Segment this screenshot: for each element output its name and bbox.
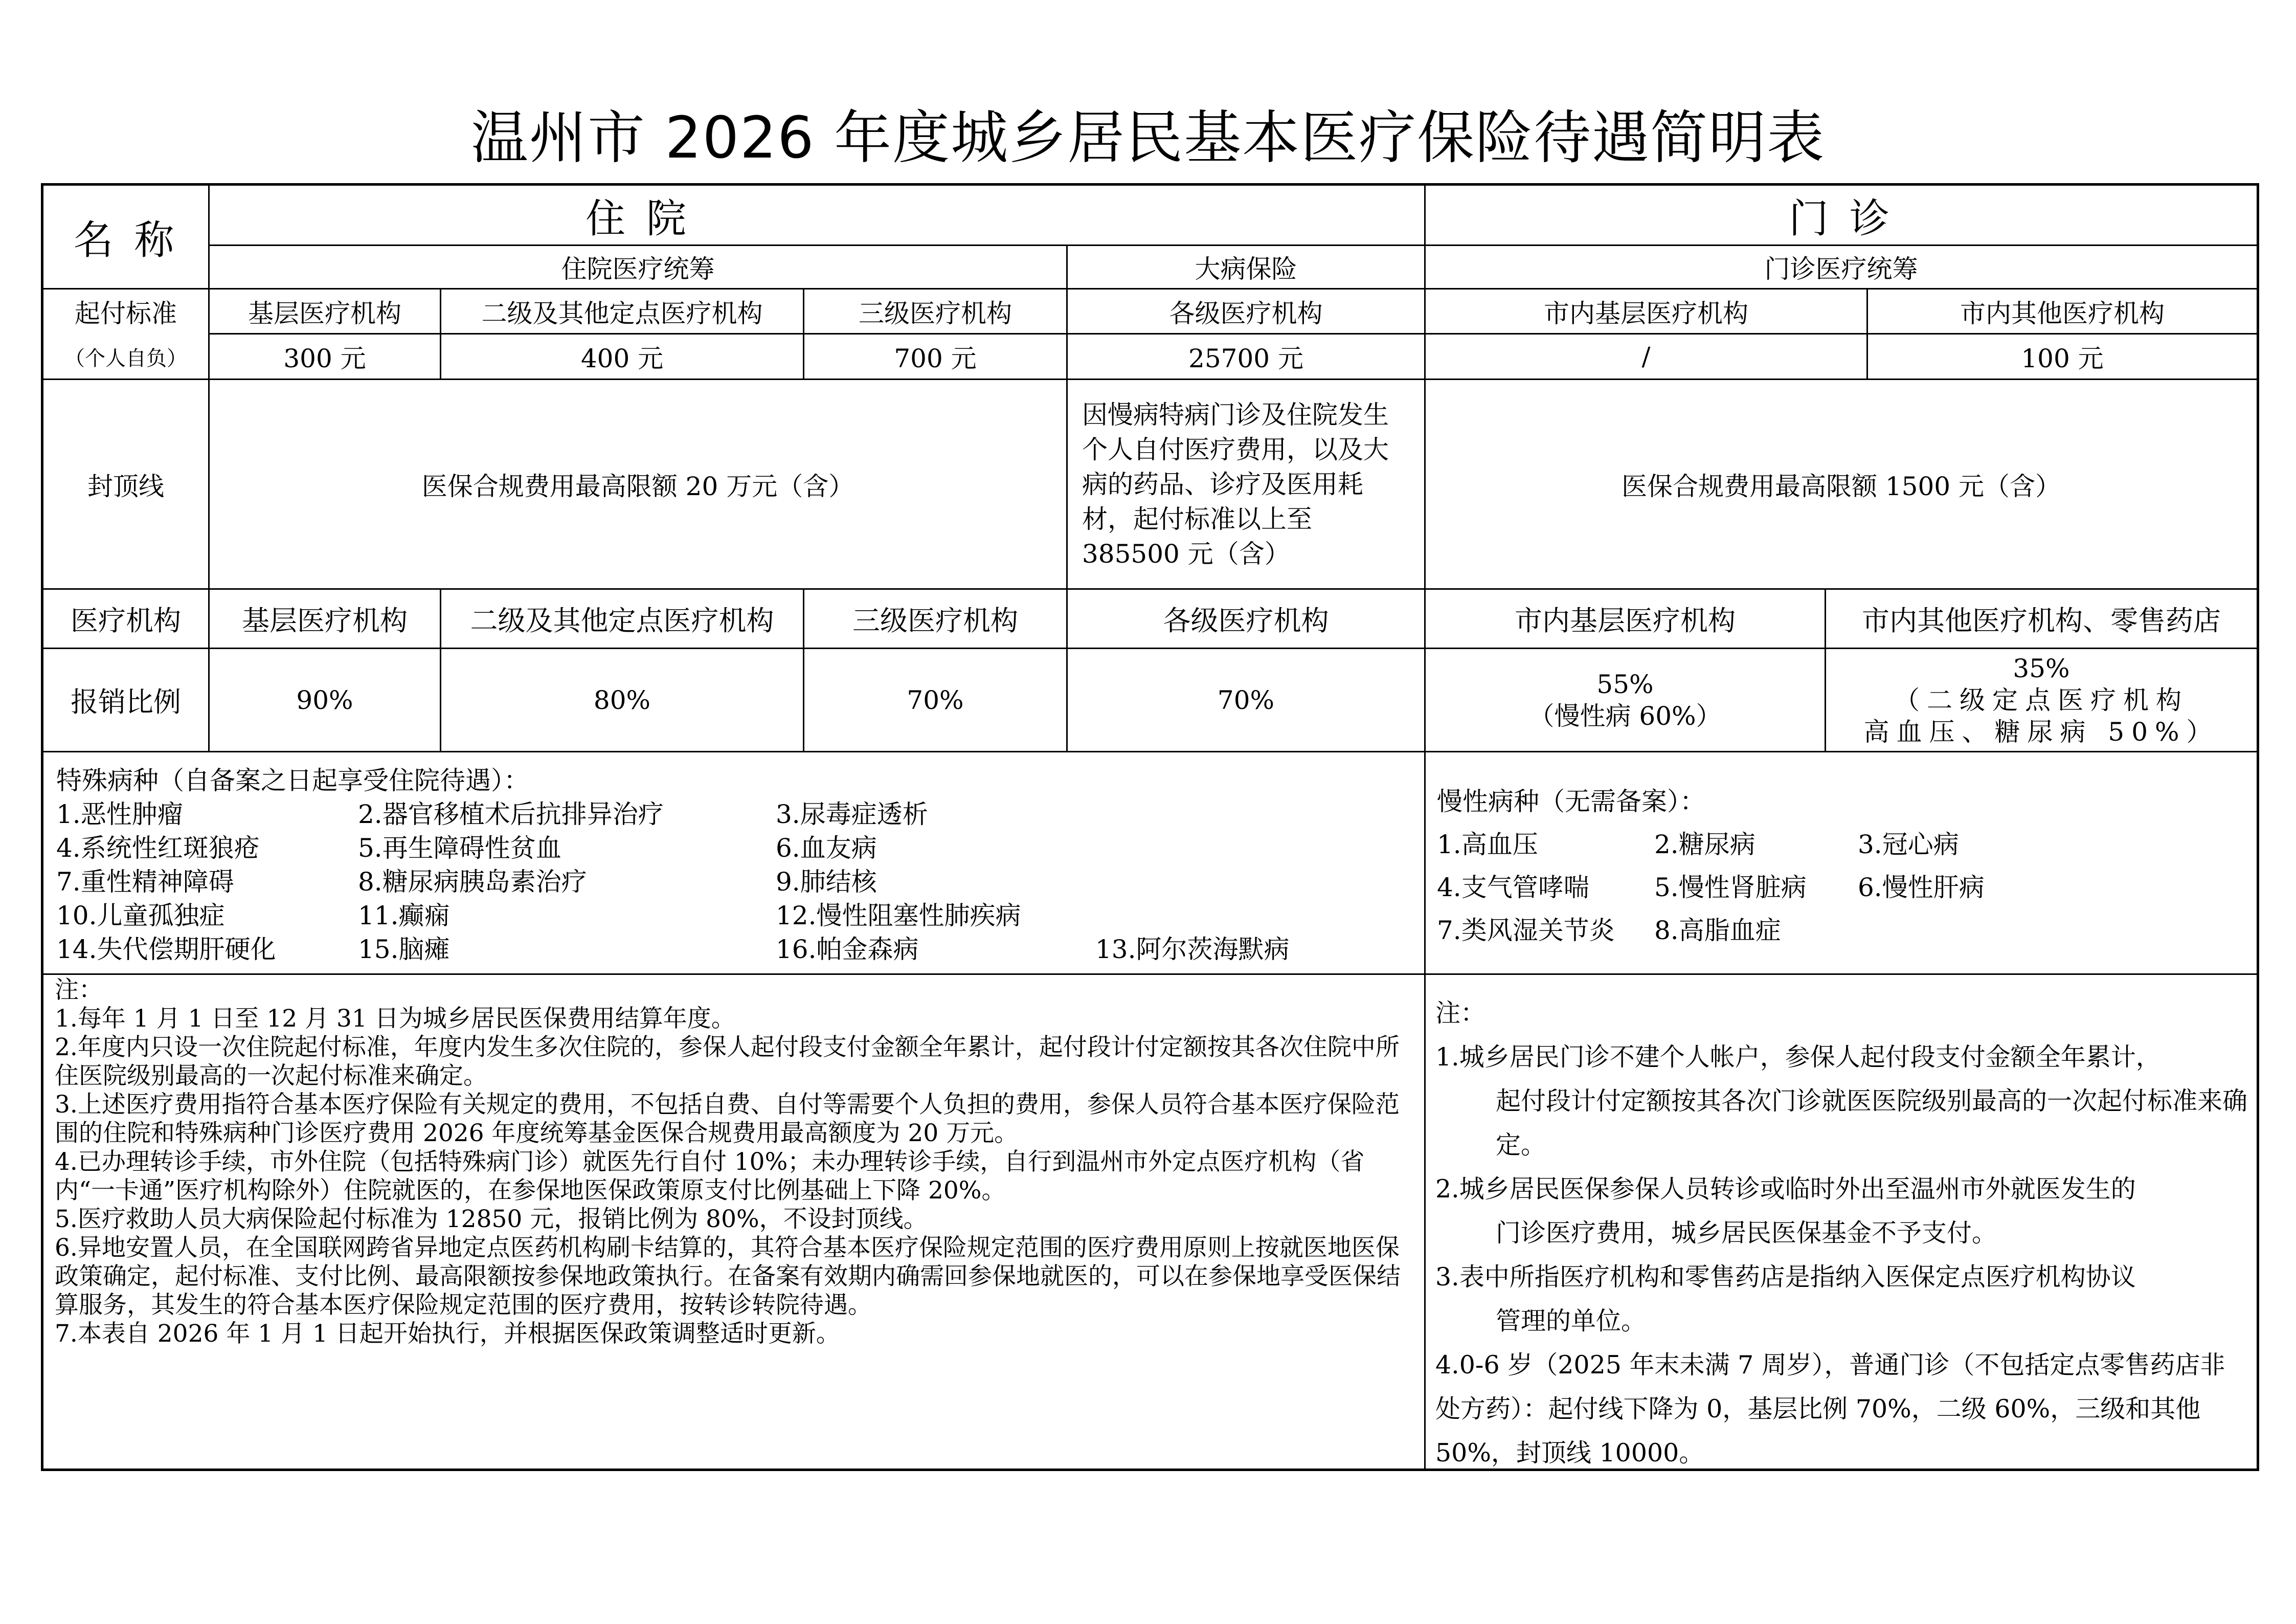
deductible-value-city-other: 100 元 (2021, 344, 2104, 373)
inpatient-header: 住 院 (586, 195, 690, 242)
note-item-continued: 管理的单位。 (1496, 1306, 1647, 1336)
institution-city-other: 市内其他医疗机构、零售药店 (1862, 605, 2221, 637)
list-item: 14.失代偿期肝硬化 (56, 935, 276, 964)
outpatient-pool-header: 门诊医疗统筹 (1764, 254, 1918, 284)
list-item: 8.高脂血症 (1654, 916, 1781, 945)
page-title: 温州市 2026 年度城乡居民基本医疗保险待遇简明表 (470, 105, 1826, 171)
left-notes (55, 976, 1415, 1348)
list-item: 4.系统性红斑狼疮 (56, 833, 260, 863)
list-item: 2.器官移植术后抗排异治疗 (358, 799, 664, 829)
institution-city-basic: 市内基层医疗机构 (1515, 605, 1736, 637)
list-item: 5.慢性肾脏病 (1654, 873, 1807, 902)
note-item: 2.城乡居民医保参保人员转诊或临时外出至温州市外就医发生的 (1435, 1174, 2136, 1204)
chronic-col-3 (1858, 823, 1985, 909)
list-item: 6.慢性肝病 (1858, 873, 1985, 902)
list-item: 8.糖尿病胰岛素治疗 (358, 867, 587, 897)
note-item-continued: 起付段计付定额按其各次门诊就医医院级别最高的一次起付标准来确定。 (1496, 1086, 2248, 1160)
ratio-label: 报销比例 (71, 686, 181, 718)
special-diseases-heading: 特殊病种（自备案之日起享受住院待遇）： (56, 766, 529, 795)
ratio-city-basic-value: 55% (1596, 669, 1654, 699)
note-item: 5.医疗救助人员大病保险起付标准为 12850 元，报销比例为 80%，不设封顶线。 (55, 1205, 928, 1233)
right-notes (1435, 991, 2248, 1475)
list-item: 13.阿尔茨海默病 (1095, 935, 1290, 964)
ratio-city-other-line3: 高血压、糖尿病 50%） (1863, 717, 2219, 747)
list-item: 16.帕金森病 (776, 935, 919, 964)
note-item-continued: 门诊医疗费用，城乡居民医保基金不予支付。 (1496, 1218, 1997, 1248)
list-item: 11.癫痫 (358, 901, 450, 930)
list-item: 9.肺结核 (776, 867, 877, 897)
cap-label: 封顶线 (87, 471, 164, 501)
list-item: 15.脑瘫 (358, 935, 450, 964)
ratio-city-other-line2: （二级定点医疗机构 (1894, 685, 2189, 715)
cap-major-illness: 因慢病特病门诊及住院发生个人自付医疗费用，以及大病的药品、诊疗及医用耗材，起付标准以上至 385500 元（含） (1082, 399, 1389, 569)
deductible-value-basic: 300 元 (283, 344, 366, 373)
ratio-secondary: 80% (593, 685, 651, 715)
ratio-major: 70% (1217, 685, 1275, 715)
benefits-table (41, 183, 2259, 1471)
cap-inpatient: 医保合规费用最高限额 20 万元（含） (421, 471, 854, 501)
deductible-inst-all: 各级医疗机构 (1169, 298, 1323, 328)
notes-heading: 注： (55, 976, 103, 1004)
deductible-sublabel: （个人自负） (64, 346, 187, 370)
ratio-city-basic (1426, 649, 1825, 751)
note-item: 7.本表自 2026 年 1 月 1 日起开始执行，并根据医保政策调整适时更新。 (55, 1320, 840, 1348)
special-col-3 (776, 797, 1021, 966)
chronic-col-1 (1437, 823, 1615, 952)
special-col-1 (56, 797, 276, 966)
list-item: 6.血友病 (776, 833, 877, 863)
note-item: 4.0-6 岁（2025 年末未满 7 周岁），普通门诊（不包括定点零售药店非处方药）：起付线下降为 0，基层比例 70%，二级 60%，三级和其他 50%，封顶线 10000。 (1435, 1350, 2225, 1467)
list-item: 5.再生障碍性贫血 (358, 833, 561, 863)
note-item: 3.上述医疗费用指符合基本医疗保险有关规定的费用，不包括自费、自付等需要个人负担的费用，参保人员符合基本医疗保险范围的住院和特殊病种门诊医疗费用 2026 年度统筹基金医保合规费用最高额度为 20 万元。 (55, 1091, 1400, 1147)
deductible-inst-basic: 基层医疗机构 (248, 298, 401, 328)
special-col-2 (358, 797, 664, 966)
note-item: 1.每年 1 月 1 日至 12 月 31 日为城乡居民医保费用结算年度。 (55, 1005, 735, 1033)
note-item: 6.异地安置人员，在全国联网跨省异地定点医药机构刷卡结算的，其符合基本医疗保险规定范围的医疗费用原则上按就医地医保政策确定，起付标准、支付比例、最高限额按参保地政策执行。在备案有效期内确需回参保地就医的，可以在参保地享受医保结算服务，其发生的符合基本医疗保险规定范围的医疗费用，按转诊转院待遇。 (55, 1234, 1401, 1319)
institution-basic: 基层医疗机构 (242, 605, 408, 637)
institution-secondary: 二级及其他定点医疗机构 (470, 605, 774, 637)
special-col-4 (1095, 932, 1290, 966)
list-item: 3.冠心病 (1858, 830, 1959, 859)
note-item: 1.城乡居民门诊不建个人帐户，参保人起付段支付金额全年累计， (1435, 1042, 2161, 1072)
list-item: 12.慢性阻塞性肺疾病 (776, 901, 1021, 930)
ratio-city-basic-chronic: （慢性病 60%） (1528, 701, 1722, 731)
deductible-value-major: 25700 元 (1188, 344, 1303, 373)
deductible-value-tertiary: 700 元 (894, 344, 977, 373)
institution-label: 医疗机构 (71, 605, 181, 637)
institution-all: 各级医疗机构 (1163, 605, 1329, 637)
inpatient-pool-header: 住院医疗统筹 (561, 254, 715, 284)
list-item: 7.类风湿关节炎 (1437, 916, 1615, 945)
deductible-inst-tertiary: 三级医疗机构 (859, 298, 1012, 328)
list-item: 1.高血压 (1437, 830, 1538, 859)
notes-heading: 注： (1435, 998, 1486, 1028)
deductible-inst-secondary: 二级及其他定点医疗机构 (481, 298, 763, 328)
list-item: 1.恶性肿瘤 (56, 799, 183, 829)
ratio-city-other-value: 35% (2013, 653, 2070, 683)
deductible-value-city-basic: / (1641, 342, 1651, 371)
chronic-col-2 (1654, 823, 1807, 952)
note-item: 2.年度内只设一次住院起付标准，年度内发生多次住院的，参保人起付段支付金额全年累计，起付段计付定额按其各次住院中所住医院级别最高的一次起付标准来确定。 (55, 1033, 1400, 1090)
cap-outpatient: 医保合规费用最高限额 1500 元（含） (1621, 471, 2061, 501)
chronic-diseases-heading: 慢性病种（无需备案）： (1437, 787, 1705, 816)
deductible-value-secondary: 400 元 (580, 344, 664, 373)
outpatient-header: 门 诊 (1789, 195, 1894, 242)
deductible-inst-city-other: 市内其他医疗机构 (1960, 298, 2165, 328)
ratio-tertiary: 70% (907, 685, 964, 715)
list-item: 4.支气管哮喘 (1437, 873, 1589, 902)
list-item: 10.儿童孤独症 (56, 901, 225, 930)
ratio-city-other (1826, 649, 2257, 751)
list-item: 3.尿毒症透析 (776, 799, 928, 829)
list-item: 7.重性精神障碍 (56, 867, 234, 897)
note-item: 3.表中所指医疗机构和零售药店是指纳入医保定点医疗机构协议 (1435, 1262, 2136, 1292)
name-header: 名 称 (73, 217, 178, 263)
institution-tertiary: 三级医疗机构 (852, 605, 1018, 637)
major-illness-header: 大病保险 (1195, 254, 1297, 284)
ratio-basic: 90% (296, 685, 353, 715)
list-item: 2.糖尿病 (1654, 830, 1755, 859)
note-item: 4.已办理转诊手续，市外住院（包括特殊病门诊）就医先行自付 10%；未办理转诊手续，自行到温州市外定点医疗机构（省内“一卡通”医疗机构除外）住院就医的，在参保地医保政策原支付比例基础上下降 20%。 (55, 1148, 1365, 1205)
deductible-label: 起付标准 (75, 298, 177, 328)
deductible-inst-city-basic: 市内基层医疗机构 (1544, 298, 1748, 328)
